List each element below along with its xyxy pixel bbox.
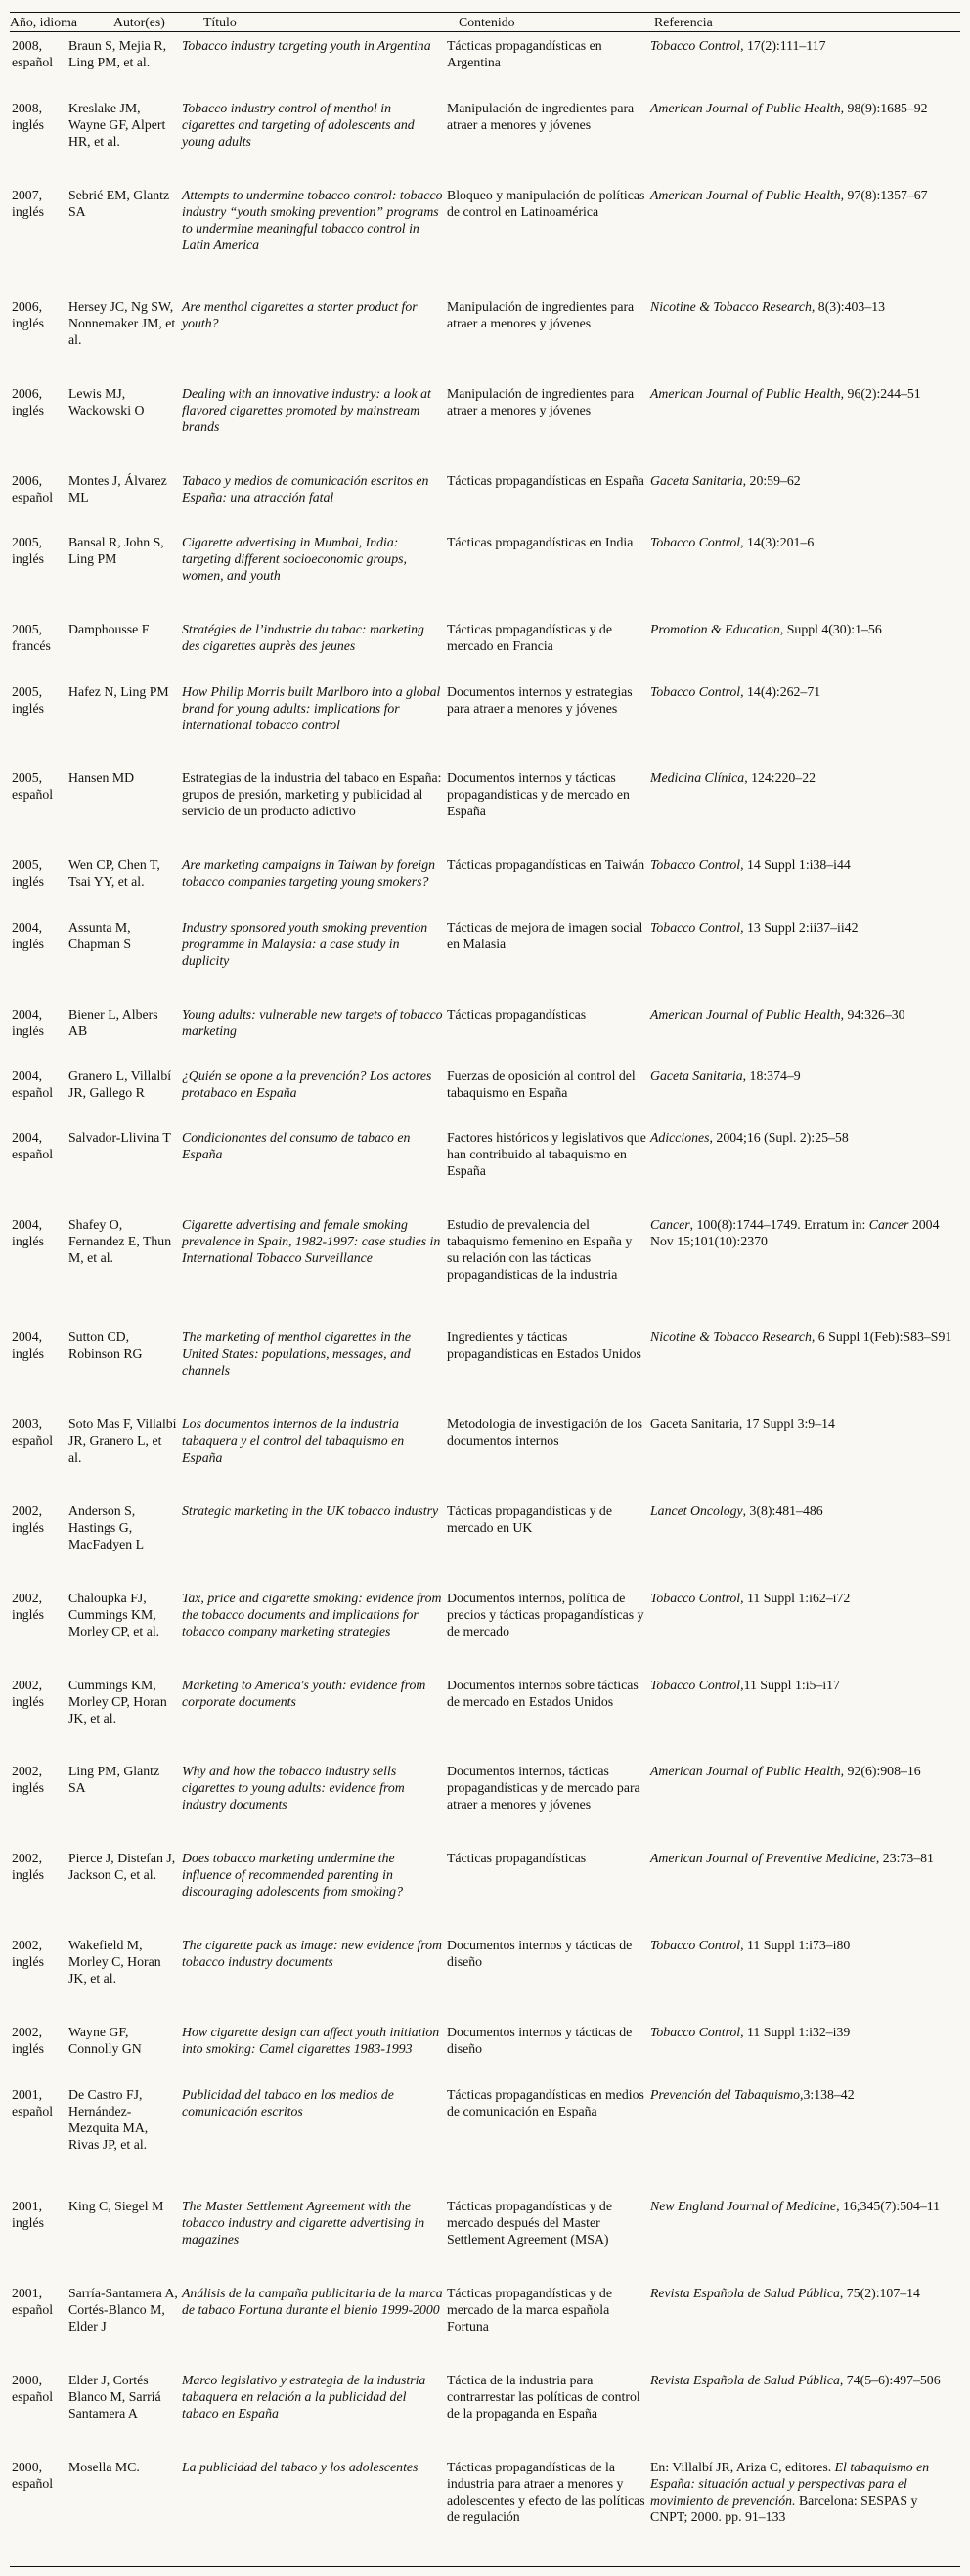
cell-content: Documentos internos, tácticas propagandísticas y de mercado para atraer a menores y jóvenes xyxy=(447,1764,640,1812)
reference-journal: American Journal of Public Health xyxy=(650,187,841,202)
table-row xyxy=(10,2454,960,2567)
cell-authors: Mosella MC. xyxy=(66,2454,180,2567)
cell-title: Condicionantes del consumo de tabaco en España xyxy=(182,1130,411,1162)
cell-reference xyxy=(648,1845,960,1932)
cell-reference xyxy=(648,2367,960,2454)
table-row xyxy=(10,182,960,294)
cell-title: Are marketing campaigns in Taiwan by foreign tobacco companies targeting young smokers? xyxy=(182,857,436,890)
cell-content: Fuerzas de oposición al control del tabaquismo en España xyxy=(447,1068,636,1100)
reference-journal: American Journal of Public Health xyxy=(650,1764,841,1779)
reference-details: , 14(4):262–71 xyxy=(740,683,821,699)
cell-content: Táctica de la industria para contrarrestar las políticas de control de la propaganda en España xyxy=(447,2373,640,2421)
table-row xyxy=(10,2193,960,2280)
cell-title: Publicidad del tabaco en los medios de comunicación escritos xyxy=(182,2086,394,2118)
cell-reference xyxy=(648,467,960,529)
cell-content: Metodología de investigación de los documentos internos xyxy=(447,1416,643,1448)
cell-authors: Granero L, Villalbí JR, Gallego R xyxy=(68,1068,172,1100)
reference-journal: American Journal of Preventive Medicine xyxy=(650,1851,876,1866)
header-title: Título xyxy=(180,13,445,32)
cell-content: Tácticas propagandísticas en España xyxy=(447,472,644,488)
header-authors: Autor(es) xyxy=(66,13,180,32)
reference-journal: Cancer xyxy=(868,1217,909,1233)
reference-details: , 20:59–62 xyxy=(742,472,801,488)
cell-year-language: 2005, inglés xyxy=(12,535,44,567)
cell-authors: Sebrié EM, Glantz SA xyxy=(68,187,170,219)
cell-content: Factores históricos y legislativos que han contribuido al tabaquismo en España xyxy=(447,1130,646,1179)
cell-content: Tácticas propagandísticas y de mercado en UK xyxy=(447,1503,612,1535)
table-row xyxy=(10,380,960,467)
cell-authors: Wen CP, Chen T, Tsai YY, et al. xyxy=(68,857,160,890)
table-row xyxy=(10,293,960,380)
reference-journal: American Journal of Public Health xyxy=(650,100,841,115)
cell-title: Dealing with an innovative industry: a look at flavored cigarettes promoted by mainstream brands xyxy=(182,386,431,434)
reference-journal: Tobacco Control xyxy=(650,919,741,935)
cell-title: Tabaco y medios de comunicación escritos en España: una atracción fatal xyxy=(182,472,429,504)
cell-content: Tácticas propagandísticas xyxy=(447,1851,587,1866)
cell-title: Cigarette advertising and female smoking prevalence in Spain, 1982-1997: case studies in International Tobacco Surveillance xyxy=(182,1217,441,1266)
cell-year-language: 2005, inglés xyxy=(12,683,44,716)
cell-content: Tácticas propagandísticas xyxy=(447,1006,587,1022)
cell-year-language: 2002, inglés xyxy=(12,1677,44,1709)
cell-reference xyxy=(648,616,960,677)
reference-details: , 94:326–30 xyxy=(840,1006,905,1022)
cell-year-language: 2000, español xyxy=(10,2454,66,2567)
table-row xyxy=(10,95,960,182)
cell-authors: Assunta M, Chapman S xyxy=(68,919,131,951)
cell-reference xyxy=(648,2193,960,2280)
table-row xyxy=(10,467,960,529)
cell-content: Tácticas propagandísticas en Argentina xyxy=(447,38,602,69)
cell-authors: Braun S, Mejia R, Ling PM, et al. xyxy=(68,38,167,69)
cell-authors: Lewis MJ, Wackowski O xyxy=(68,386,145,417)
reference-journal: Promotion & Education xyxy=(650,622,780,637)
table-row xyxy=(10,2019,960,2080)
reference-journal: Tobacco Control xyxy=(650,1590,741,1605)
cell-authors: Wakefield M, Morley C, Horan JK, et al. xyxy=(68,1938,161,1987)
cell-title: Does tobacco marketing undermine the influence of recommended parenting in discouraging adolescents from smoking? xyxy=(182,1851,403,1899)
cell-content: Tácticas propagandísticas en Taiwán xyxy=(447,857,645,873)
cell-title: The marketing of menthol cigarettes in the United States: populations, messages, and channels xyxy=(182,1329,411,1377)
reference-details: Barcelona: SESPAS y CNPT; 2000. pp. 91–133 xyxy=(650,2492,918,2524)
cell-content: Documentos internos y tácticas propagandísticas y de mercado en España xyxy=(447,770,630,819)
reference-journal: Tobacco Control xyxy=(650,857,741,873)
cell-year-language: 2002, inglés xyxy=(12,1938,44,1970)
cell-year-language: 2002, inglés xyxy=(12,1503,44,1535)
cell-year-language: 2001, español xyxy=(12,2286,54,2318)
table-row xyxy=(10,1758,960,1845)
table-row xyxy=(10,2081,960,2194)
cell-authors: De Castro FJ, Hernández-Mezquita MA, Rivas JP, et al. xyxy=(68,2086,149,2152)
table-row xyxy=(10,616,960,677)
cell-reference xyxy=(648,914,960,1001)
reference-details: , 11 Suppl 1:i32–i39 xyxy=(740,2025,851,2040)
cell-title: Tobacco industry targeting youth in Argentina xyxy=(182,38,431,53)
cell-reference xyxy=(648,293,960,380)
cell-content: Documentos internos, política de precios y tácticas propagandísticas y de mercado xyxy=(447,1590,644,1638)
reference-journal: Cancer xyxy=(650,1217,690,1233)
reference-journal: Prevención del Tabaquismo xyxy=(650,2086,801,2102)
table-row xyxy=(10,678,960,765)
cell-reference xyxy=(648,380,960,467)
cell-authors: Hansen MD xyxy=(68,770,135,786)
reference-details: , 92(6):908–16 xyxy=(840,1764,921,1779)
reference-journal: Gaceta Sanitaria xyxy=(650,472,743,488)
cell-year-language: 2004, inglés xyxy=(12,919,44,951)
reference-details: 2004 Nov 15;101(10):2370 xyxy=(650,1217,940,1249)
cell-authors: Soto Mas F, Villalbí JR, Granero L, et al. xyxy=(68,1416,177,1464)
cell-title: How cigarette design can affect youth initiation into smoking: Camel cigarettes 1983-1993 xyxy=(182,2025,440,2057)
table-row xyxy=(10,1124,960,1211)
cell-reference xyxy=(648,1001,960,1063)
cell-content: Tácticas de mejora de imagen social en Malasia xyxy=(447,919,643,951)
reference-journal: Tobacco Control xyxy=(650,535,741,550)
table-row xyxy=(10,2280,960,2367)
cell-year-language: 2002, inglés xyxy=(12,1851,44,1883)
reference-journal: Nicotine & Tobacco Research xyxy=(650,299,812,315)
reference-details: , 74(5–6):497–506 xyxy=(839,2373,941,2387)
reference-journal: Tobacco Control xyxy=(650,2025,741,2040)
cell-reference xyxy=(648,1585,960,1672)
cell-authors: Sarría-Santamera A, Cortés-Blanco M, Elder J xyxy=(68,2286,178,2335)
cell-authors: King C, Siegel M xyxy=(68,2199,164,2214)
reference-details: , 97(8):1357–67 xyxy=(840,187,928,202)
table-row xyxy=(10,1585,960,1672)
reference-journal: Tobacco Control xyxy=(650,1938,741,1953)
cell-year-language: 2005, inglés xyxy=(12,857,44,890)
cell-year-language: 2005, español xyxy=(12,770,54,803)
cell-authors: Anderson S, Hastings G, MacFadyen L xyxy=(68,1503,145,1551)
cell-content: Estudio de prevalencia del tabaquismo femenino en España y su relación con las tácticas propagandísticas de la industria xyxy=(447,1217,633,1283)
cell-authors: Cummings KM, Morley CP, Horan JK, et al. xyxy=(68,1677,167,1725)
reference-details: , 98(9):1685–92 xyxy=(840,100,928,115)
reference-details: , 13 Suppl 2:ii37–ii42 xyxy=(740,919,859,935)
reference-details: , 18:374–9 xyxy=(742,1068,801,1083)
cell-authors: Damphousse F xyxy=(68,622,150,637)
cell-year-language: 2005, francés xyxy=(12,622,51,654)
cell-reference xyxy=(648,1498,960,1585)
cell-authors: Bansal R, John S, Ling PM xyxy=(68,535,164,567)
table-row xyxy=(10,1845,960,1932)
cell-authors: Hafez N, Ling PM xyxy=(68,683,169,699)
cell-year-language: 2002, inglés xyxy=(12,2025,44,2057)
cell-title: Los documentos internos de la industria tabaquera y el control del tabaquismo en España xyxy=(182,1416,405,1464)
reference-details: , 23:73–81 xyxy=(875,1851,934,1866)
table-row xyxy=(10,2367,960,2454)
cell-title: Tobacco industry control of menthol in cigarettes and targeting of adolescents and young adults xyxy=(182,100,415,149)
table-row xyxy=(10,1672,960,1759)
header-reference: Referencia xyxy=(648,13,960,32)
cell-reference xyxy=(648,1932,960,2019)
cell-authors: Chaloupka FJ, Cummings KM, Morley CP, et al. xyxy=(68,1590,160,1638)
reference-journal: Tobacco Control xyxy=(650,38,741,53)
cell-content: Manipulación de ingredientes para atraer a menores y jóvenes xyxy=(447,299,635,331)
cell-reference xyxy=(648,529,960,616)
cell-title: The Master Settlement Agreement with the tobacco industry and cigarette advertising in magazines xyxy=(182,2199,425,2248)
reference-details: En: Villalbí JR, Ariza C, editores. xyxy=(650,2459,835,2474)
reference-details: , 124:220–22 xyxy=(744,770,816,786)
cell-reference xyxy=(648,2081,960,2194)
cell-content: Tácticas propagandísticas y de mercado de la marca española Fortuna xyxy=(447,2286,612,2335)
cell-title: Stratégies de l’industrie du tabac: marketing des cigarettes auprès des jeunes xyxy=(182,622,424,654)
cell-reference xyxy=(648,678,960,765)
reference-journal: Revista Española de Salud Pública xyxy=(650,2286,840,2301)
cell-year-language: 2001, inglés xyxy=(12,2199,44,2231)
cell-title: ¿Quién se opone a la prevención? Los actores protabaco en España xyxy=(182,1068,432,1100)
reference-journal: Medicina Clínica xyxy=(650,770,745,786)
cell-title: Attempts to undermine tobacco control: tobacco industry “youth smoking prevention” programs to undermine meaningful tobacco control in Latin America xyxy=(182,187,443,252)
table-header-row xyxy=(10,13,960,32)
cell-content: Documentos internos y estrategias para atraer a menores y jóvenes xyxy=(447,683,633,716)
table-row xyxy=(10,1411,960,1498)
reference-details: , 8(3):403–13 xyxy=(811,299,886,315)
cell-content: Tácticas propagandísticas en medios de comunicación en España xyxy=(447,2086,644,2118)
reference-details: , 100(8):1744–1749. Erratum in: xyxy=(689,1217,869,1233)
table-row xyxy=(10,764,960,851)
cell-title: Are menthol cigarettes a starter product for youth? xyxy=(182,299,418,331)
cell-title: Industry sponsored youth smoking prevention programme in Malaysia: a case study in duplicity xyxy=(182,919,428,968)
cell-year-language: 2003, español xyxy=(12,1416,54,1448)
cell-reference xyxy=(648,1063,960,1124)
reference-journal: Tobacco Control xyxy=(650,683,741,699)
table-row xyxy=(10,1498,960,1585)
cell-authors: Ling PM, Glantz SA xyxy=(68,1764,160,1796)
cell-title: Estrategias de la industria del tabaco en España: grupos de presión, marketing y publicidad al servicio de un producto adictivo xyxy=(182,770,442,819)
cell-year-language: 2004, inglés xyxy=(12,1217,44,1249)
cell-reference xyxy=(648,2019,960,2080)
reference-details: , 11 Suppl 1:i73–i80 xyxy=(740,1938,851,1953)
cell-reference xyxy=(648,1758,960,1845)
cell-authors: Kreslake JM, Wayne GF, Alpert HR, et al. xyxy=(68,100,166,149)
cell-authors: Sutton CD, Robinson RG xyxy=(68,1329,143,1361)
table-row xyxy=(10,529,960,616)
cell-year-language: 2006, inglés xyxy=(12,386,44,417)
reference-journal: American Journal of Public Health xyxy=(650,1006,841,1022)
cell-content: Manipulación de ingredientes para atraer a menores y jóvenes xyxy=(447,100,635,132)
reference-journal: American Journal of Public Health xyxy=(650,386,841,401)
reference-details: , 3(8):481–486 xyxy=(742,1503,823,1518)
cell-authors: Salvador-Llivina T xyxy=(68,1130,171,1146)
reference-details: , 6 Suppl 1(Feb):S83–S91 xyxy=(811,1329,952,1344)
cell-content: Manipulación de ingredientes para atraer a menores y jóvenes xyxy=(447,386,635,417)
reference-details: , 14(3):201–6 xyxy=(740,535,815,550)
cell-content: Tácticas propagandísticas en India xyxy=(447,535,634,550)
cell-reference xyxy=(648,182,960,294)
cell-title: Marco legislativo y estrategia de la industria tabaquera en relación a la publicidad del tabaco en España xyxy=(182,2373,426,2421)
reference-details: , 16;345(7):504–11 xyxy=(836,2199,941,2214)
table-row xyxy=(10,1063,960,1124)
table-row xyxy=(10,1324,960,1411)
cell-year-language: 2004, español xyxy=(12,1068,54,1100)
cell-title: How Philip Morris built Marlboro into a global brand for young adults: implications for international tobacco control xyxy=(182,683,441,732)
cell-year-language: 2001, español xyxy=(12,2086,54,2118)
reference-details: Gaceta Sanitaria, 17 Suppl 3:9–14 xyxy=(650,1416,835,1431)
cell-content: Documentos internos y tácticas de diseño xyxy=(447,2025,633,2057)
cell-reference xyxy=(648,1411,960,1498)
cell-content: Ingredientes y tácticas propagandísticas en Estados Unidos xyxy=(447,1329,641,1361)
cell-reference xyxy=(648,764,960,851)
cell-authors: Biener L, Albers AB xyxy=(68,1006,158,1038)
cell-year-language: 2004, español xyxy=(12,1130,54,1162)
table-row xyxy=(10,1211,960,1324)
cell-reference xyxy=(648,1124,960,1211)
reference-journal: Tobacco Control xyxy=(650,1677,741,1692)
cell-reference xyxy=(648,32,960,95)
cell-year-language: 2006, inglés xyxy=(12,299,44,331)
cell-year-language: 2008, inglés xyxy=(12,100,44,132)
cell-reference xyxy=(648,2280,960,2367)
reference-journal: Nicotine & Tobacco Research xyxy=(650,1329,812,1344)
cell-title: The cigarette pack as image: new evidence from tobacco industry documents xyxy=(182,1938,443,1970)
cell-title: Análisis de la campaña publicitaria de la marca de tabaco Fortuna durante el bienio 1999-2000 xyxy=(182,2286,443,2318)
reference-journal: El tabaquismo en España: situación actual y perspectivas para el movimiento de prevención. xyxy=(650,2459,930,2508)
reference-journal: New England Journal of Medicine xyxy=(650,2199,837,2214)
cell-content: Bloqueo y manipulación de políticas de control en Latinoamérica xyxy=(447,187,645,219)
reference-details: , 2004;16 (Supl. 2):25–58 xyxy=(709,1130,849,1146)
reference-details: ,3:138–42 xyxy=(800,2086,855,2102)
cell-title: La publicidad del tabaco y los adolescentes xyxy=(180,2454,445,2567)
header-content: Contenido xyxy=(445,13,648,32)
cell-authors: Shafey O, Fernandez E, Thun M, et al. xyxy=(68,1217,172,1266)
table-row xyxy=(10,914,960,1001)
cell-reference xyxy=(648,1211,960,1324)
cell-title: Cigarette advertising in Mumbai, India: targeting different socioeconomic groups, women, and youth xyxy=(182,535,407,584)
header-year-language: Año, idioma xyxy=(10,13,66,32)
cell-content: Documentos internos sobre tácticas de mercado en Estados Unidos xyxy=(447,1677,639,1709)
cell-reference xyxy=(648,851,960,913)
cell-year-language: 2004, inglés xyxy=(12,1006,44,1038)
cell-authors: Hersey JC, Ng SW, Nonnemaker JM, et al. xyxy=(68,299,176,348)
cell-year-language: 2000, español xyxy=(12,2373,54,2404)
cell-reference xyxy=(648,1324,960,1411)
reference-journal: Adicciones xyxy=(650,1130,710,1146)
cell-reference xyxy=(648,95,960,182)
cell-content: Tácticas propagandísticas de la industria para atraer a menores y adolescentes y efecto de las políticas de regulación xyxy=(445,2454,648,2567)
cell-reference xyxy=(648,2454,960,2567)
cell-content: Tácticas propagandísticas y de mercado después del Master Settlement Agreement (MSA) xyxy=(447,2199,612,2248)
cell-content: Documentos internos y tácticas de diseño xyxy=(447,1938,633,1970)
cell-title: Strategic marketing in the UK tobacco industry xyxy=(182,1503,439,1518)
table-row xyxy=(10,851,960,913)
cell-authors: Pierce J, Distefan J, Jackson C, et al. xyxy=(68,1851,176,1883)
reference-journal: Revista Española de Salud Pública xyxy=(650,2373,840,2387)
cell-title: Why and how the tobacco industry sells cigarettes to young adults: evidence from industry documents xyxy=(182,1764,405,1812)
reference-details: , Suppl 4(30):1–56 xyxy=(779,622,882,637)
reference-table xyxy=(10,12,960,2567)
cell-year-language: 2004, inglés xyxy=(12,1329,44,1361)
cell-authors: Elder J, Cortés Blanco M, Sarriá Santamera A xyxy=(68,2373,161,2421)
reference-details: , 17(2):111–117 xyxy=(740,38,826,53)
cell-year-language: 2007, inglés xyxy=(12,187,44,219)
cell-title: Young adults: vulnerable new targets of tobacco marketing xyxy=(182,1006,443,1038)
reference-details: , 75(2):107–14 xyxy=(839,2286,920,2301)
reference-details: , 11 Suppl 1:i62–i72 xyxy=(740,1590,851,1605)
cell-authors: Wayne GF, Connolly GN xyxy=(68,2025,142,2057)
cell-authors: Montes J, Álvarez ML xyxy=(68,472,167,504)
cell-title: Marketing to America's youth: evidence from corporate documents xyxy=(182,1677,426,1709)
cell-title: Tax, price and cigarette smoking: evidence from the tobacco documents and implications for tobacco company marketing strategies xyxy=(182,1590,442,1638)
cell-year-language: 2006, español xyxy=(12,472,54,504)
table-row xyxy=(10,1932,960,2019)
reference-details: ,11 Suppl 1:i5–i17 xyxy=(740,1677,840,1692)
cell-year-language: 2008, español xyxy=(12,38,54,69)
reference-journal: Lancet Oncology xyxy=(650,1503,743,1518)
reference-journal: Gaceta Sanitaria xyxy=(650,1068,743,1083)
reference-details: , 14 Suppl 1:i38–i44 xyxy=(740,857,851,873)
cell-year-language: 2002, inglés xyxy=(12,1764,44,1796)
cell-content: Tácticas propagandísticas y de mercado en Francia xyxy=(447,622,612,654)
cell-year-language: 2002, inglés xyxy=(12,1590,44,1622)
reference-details: , 96(2):244–51 xyxy=(840,386,921,401)
cell-reference xyxy=(648,1672,960,1759)
table-row xyxy=(10,1001,960,1063)
table-row xyxy=(10,32,960,95)
